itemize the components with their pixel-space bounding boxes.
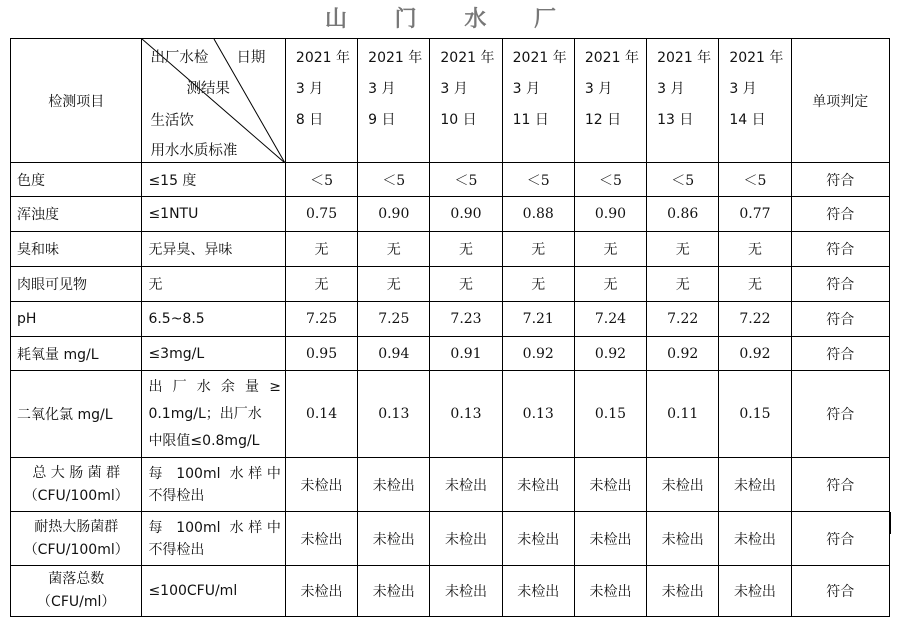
value-cell: 无	[430, 267, 502, 302]
item-name: 耗氧量 mg/L	[11, 337, 142, 371]
value-cell: 未检出	[285, 458, 357, 512]
verdict-cell: 符合	[791, 512, 889, 566]
value-cell: 7.21	[502, 302, 574, 337]
item-name: 色度	[11, 163, 142, 197]
item-name: 耐热大肠菌群 （CFU/100ml）	[11, 512, 142, 566]
item-name: 浑浊度	[11, 197, 142, 232]
value-cell: 7.22	[719, 302, 791, 337]
value-cell: 未检出	[430, 566, 502, 617]
value-cell: 无	[647, 232, 719, 267]
date-header: 2021 年 3 月 12 日	[574, 39, 646, 163]
value-cell: 未检出	[647, 566, 719, 617]
value-cell: 0.11	[647, 371, 719, 458]
value-cell: 0.77	[719, 197, 791, 232]
table-row	[11, 163, 890, 197]
value-cell: 未检出	[502, 458, 574, 512]
value-cell: ＜5	[502, 163, 574, 197]
value-cell: 0.90	[574, 197, 646, 232]
value-cell: 无	[574, 267, 646, 302]
item-name: 菌落总数 （CFU/ml）	[11, 566, 142, 617]
value-cell: 无	[719, 267, 791, 302]
value-cell: 7.24	[574, 302, 646, 337]
table-row	[11, 232, 890, 267]
page-title: 山 门 水 厂	[325, 7, 576, 32]
table-row	[11, 371, 890, 458]
diag-label-date: 日期	[236, 50, 266, 66]
value-cell: 7.23	[430, 302, 502, 337]
value-cell: 0.92	[647, 337, 719, 371]
value-cell: 7.25	[285, 302, 357, 337]
value-cell: 0.90	[358, 197, 430, 232]
verdict-cell: 符合	[791, 197, 889, 232]
table-row	[11, 267, 890, 302]
value-cell: 0.13	[358, 371, 430, 458]
value-cell: 0.86	[647, 197, 719, 232]
value-cell: 0.14	[285, 371, 357, 458]
value-cell: 未检出	[719, 512, 791, 566]
item-name: pH	[11, 302, 142, 337]
item-standard: 每 100ml 水样中 不得检出	[142, 512, 285, 566]
date-header: 2021 年 3 月 14 日	[719, 39, 791, 163]
value-cell: 0.13	[430, 371, 502, 458]
value-cell: 0.90	[430, 197, 502, 232]
verdict-cell: 符合	[791, 458, 889, 512]
value-cell: 0.91	[430, 337, 502, 371]
diag-label-standard-1: 生活饮	[150, 113, 194, 129]
value-cell: ＜5	[285, 163, 357, 197]
value-cell: 未检出	[358, 458, 430, 512]
value-cell: 无	[358, 232, 430, 267]
verdict-cell: 符合	[791, 302, 889, 337]
value-cell: 无	[502, 232, 574, 267]
item-standard: ≤1NTU	[142, 197, 285, 232]
value-cell: 未检出	[574, 512, 646, 566]
item-standard: 无异臭、异味	[142, 232, 285, 267]
header-item-label: 检测项目	[11, 39, 142, 163]
value-cell: 未检出	[430, 512, 502, 566]
value-cell: 0.92	[719, 337, 791, 371]
value-cell: 未检出	[285, 512, 357, 566]
date-header: 2021 年 3 月 8 日	[285, 39, 357, 163]
diag-label-standard-2: 用水水质标准	[150, 143, 238, 159]
value-cell: 无	[719, 232, 791, 267]
value-cell: 未检出	[502, 512, 574, 566]
item-standard: 每 100ml 水样中 不得检出	[142, 458, 285, 512]
value-cell: ＜5	[430, 163, 502, 197]
value-cell: 无	[358, 267, 430, 302]
value-cell: 未检出	[358, 566, 430, 617]
header-row	[11, 39, 890, 163]
verdict-cell: 符合	[791, 337, 889, 371]
value-cell: 无	[647, 267, 719, 302]
value-cell: 未检出	[285, 566, 357, 617]
table-row	[11, 337, 890, 371]
verdict-cell: 符合	[791, 566, 889, 617]
table-row	[11, 302, 890, 337]
value-cell: 无	[502, 267, 574, 302]
item-standard: 6.5~8.5	[142, 302, 285, 337]
item-standard: ≤15 度	[142, 163, 285, 197]
value-cell: 未检出	[719, 566, 791, 617]
table-row	[11, 566, 890, 617]
value-cell: 未检出	[647, 512, 719, 566]
verdict-cell: 符合	[791, 232, 889, 267]
value-cell: 未检出	[574, 566, 646, 617]
table-row	[11, 458, 890, 512]
value-cell: 0.92	[574, 337, 646, 371]
water-quality-table	[10, 38, 890, 617]
value-cell: 0.92	[502, 337, 574, 371]
value-cell: ＜5	[358, 163, 430, 197]
item-name: 臭和味	[11, 232, 142, 267]
item-standard: 无	[142, 267, 285, 302]
diagonal-header-cell	[142, 39, 285, 163]
item-standard: 出 厂 水 余 量 ≥ 0.1mg/L；出厂水 中限值≤0.8mg/L	[142, 371, 285, 458]
value-cell: 未检出	[647, 458, 719, 512]
value-cell: 无	[430, 232, 502, 267]
date-header: 2021 年 3 月 9 日	[358, 39, 430, 163]
table-row	[11, 512, 890, 566]
value-cell: ＜5	[647, 163, 719, 197]
verdict-cell: 符合	[791, 163, 889, 197]
value-cell: 无	[285, 267, 357, 302]
value-cell: ＜5	[719, 163, 791, 197]
header-verdict-label: 单项判定	[791, 39, 889, 163]
item-standard: ≤100CFU/ml	[142, 566, 285, 617]
item-name: 二氧化氯 mg/L	[11, 371, 142, 458]
value-cell: 0.15	[574, 371, 646, 458]
verdict-cell: 符合	[791, 267, 889, 302]
value-cell: 无	[285, 232, 357, 267]
value-cell: 未检出	[502, 566, 574, 617]
value-cell: 0.13	[502, 371, 574, 458]
value-cell: 7.25	[358, 302, 430, 337]
value-cell: 0.95	[285, 337, 357, 371]
item-standard: ≤3mg/L	[142, 337, 285, 371]
value-cell: 未检出	[358, 512, 430, 566]
diag-label-result: 测结果	[186, 81, 230, 97]
value-cell: 无	[574, 232, 646, 267]
value-cell: ＜5	[574, 163, 646, 197]
value-cell: 未检出	[574, 458, 646, 512]
diag-label-top-left: 出厂水检	[150, 50, 209, 66]
value-cell: 7.22	[647, 302, 719, 337]
date-header: 2021 年 3 月 10 日	[430, 39, 502, 163]
table-row	[11, 197, 890, 232]
item-name: 肉眼可见物	[11, 267, 142, 302]
edge-marker	[889, 512, 891, 534]
value-cell: 0.88	[502, 197, 574, 232]
value-cell: 0.94	[358, 337, 430, 371]
value-cell: 0.75	[285, 197, 357, 232]
item-name: 总 大 肠 菌 群 （CFU/100ml）	[11, 458, 142, 512]
date-header: 2021 年 3 月 11 日	[502, 39, 574, 163]
date-header: 2021 年 3 月 13 日	[647, 39, 719, 163]
value-cell: 0.15	[719, 371, 791, 458]
value-cell: 未检出	[719, 458, 791, 512]
value-cell: 未检出	[430, 458, 502, 512]
verdict-cell: 符合	[791, 371, 889, 458]
